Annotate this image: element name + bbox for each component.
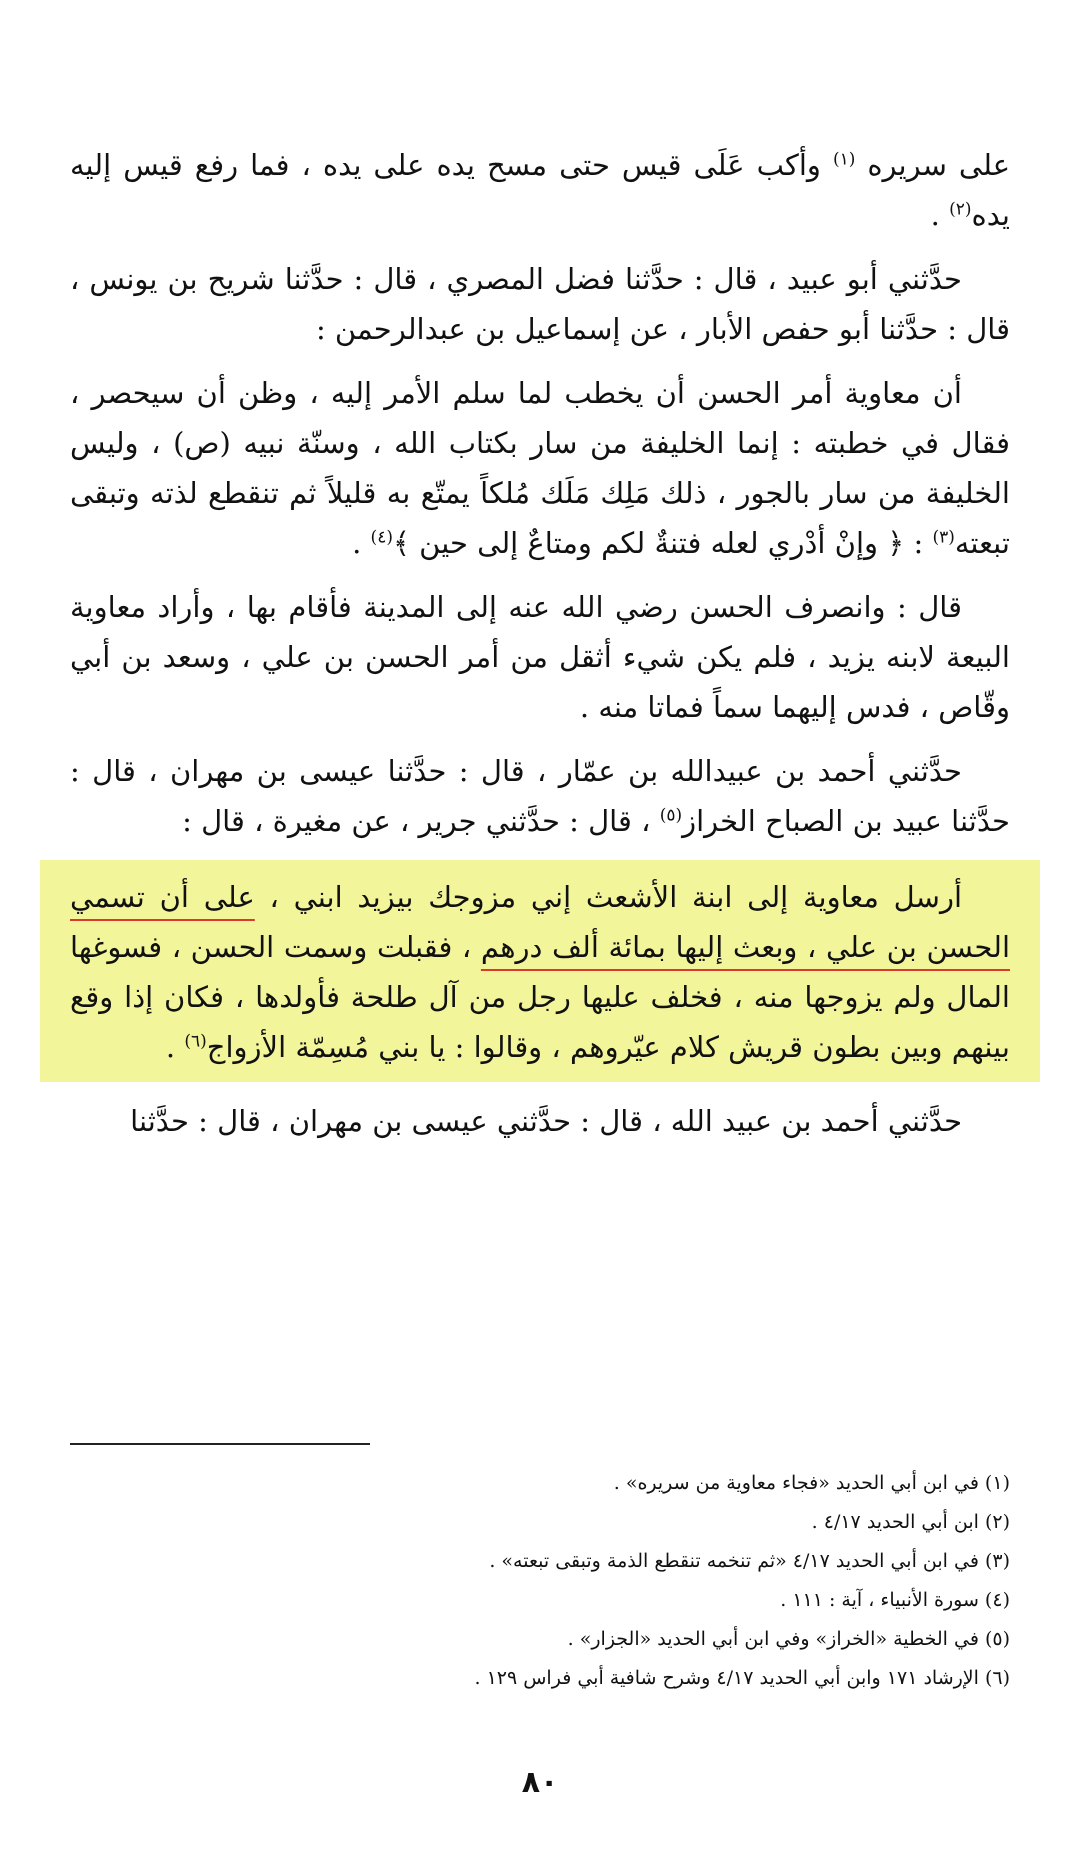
text: وأكب عَلَى قيس حتى مسح يده على يده ، فما رفع قيس إليه يده <box>70 148 1010 232</box>
footnote-ref: (٤) <box>370 527 393 548</box>
text: أرسل معاوية إلى ابنة الأشعث إني مزوجك بيزيد ابني ، <box>254 880 962 914</box>
footnotes <box>70 1464 1010 1698</box>
footnote-ref: (١) <box>832 149 856 170</box>
paragraph-1 <box>70 140 1010 240</box>
footnote-ref: (٥) <box>659 805 683 826</box>
highlighted-paragraph <box>70 872 1010 1072</box>
underlined-text: على أن تسمي الحسن بن علي ، وبعث إليها بمائة ألف درهم <box>70 880 1010 964</box>
text: ، فقبلت وسمت الحسن ، فسوغها المال ولم يزوجها منه ، فخلف عليها رجل من آل طلحة فأولدها ، فكان إذا وقع بينهم وبين بطون قريش كلام عيّروهم ، وقالوا : يا بني مُسِمّة الأزواج <box>70 930 1010 1064</box>
highlighted-passage <box>40 860 1040 1082</box>
text: . <box>165 1030 185 1064</box>
footnote-5: (٥) في الخطية «الخراز» وفي ابن أبي الحديد «الجزار» . <box>567 1628 1010 1650</box>
paragraph-3 <box>70 368 1010 568</box>
paragraph-last <box>70 1096 1010 1146</box>
main-text <box>70 140 1010 1160</box>
text: ، قال : حدَّثني جرير ، عن مغيرة ، قال : <box>182 804 660 838</box>
paragraph-2 <box>70 254 1010 354</box>
footnote-4: (٤) سورة الأنبياء ، آية : ١١١ . <box>780 1589 1010 1611</box>
footnote-1: (١) في ابن أبي الحديد «فجاء معاوية من سريره» . <box>613 1472 1010 1494</box>
footnote-separator <box>70 1443 370 1445</box>
text: حدَّثني أبو عبيد ، قال : حدَّثنا فضل المصري ، قال : حدَّثنا شريح بن يونس ، قال : حدَّثنا أبو حفص الأبار ، عن إسماعيل بن عبدالرحمن : <box>70 262 1010 346</box>
quran-quote: : ﴿ وإنْ أدْري لعله فتنةٌ لكم ومتاعٌ إلى حين ﴾ <box>392 526 933 560</box>
footnote-ref: (٣) <box>932 527 955 548</box>
paragraph-4 <box>70 582 1010 732</box>
footnote-ref: (٢) <box>949 199 972 220</box>
footnote-6: (٦) الإرشاد ١٧١ وابن أبي الحديد ٤/١٧ وشرح شافية أبي فراس ١٢٩ . <box>474 1667 1010 1689</box>
text: حدَّثني أحمد بن عبيدالله بن عمّار ، قال : حدَّثنا عيسى بن مهران ، قال : حدَّثنا عبيد بن الصباح الخراز <box>70 754 1010 838</box>
page-number: ٨٠ <box>521 1765 559 1800</box>
text: أن معاوية أمر الحسن أن يخطب لما سلم الأمر إليه ، وظن أن سيحصر ، فقال في خطبته : إنما الخليفة من سار بكتاب الله ، وسنّة نبيه (ص) ، وليس الخليفة من سار بالجور ، ذلك مَلِك مَلَك مُلكاً يمتّع به قليلاً ثم تنقطع لذته وتبقى تبعته <box>70 376 1010 560</box>
footnote-2: (٢) ابن أبي الحديد ٤/١٧ . <box>811 1511 1010 1533</box>
text: . <box>930 198 950 232</box>
footnote-ref: (٦) <box>184 1031 207 1052</box>
footnote-3: (٣) في ابن أبي الحديد ٤/١٧ «ثم تنخمه تنقطع الذمة وتبقى تبعته» . <box>489 1550 1010 1572</box>
text: على سريره <box>855 148 1010 182</box>
paragraph-5 <box>70 746 1010 846</box>
text: . <box>352 526 371 560</box>
text: قال : وانصرف الحسن رضي الله عنه إلى المدينة فأقام بها ، وأراد معاوية البيعة لابنه يزيد ، فلم يكن شيء أثقل من أمر الحسن بن علي ، وسعد بن أبي وقّاص ، فدس إليهما سماً فماتا منه . <box>70 590 1010 724</box>
text: حدَّثني أحمد بن عبيد الله ، قال : حدَّثني عيسى بن مهران ، قال : حدَّثنا <box>130 1104 962 1138</box>
